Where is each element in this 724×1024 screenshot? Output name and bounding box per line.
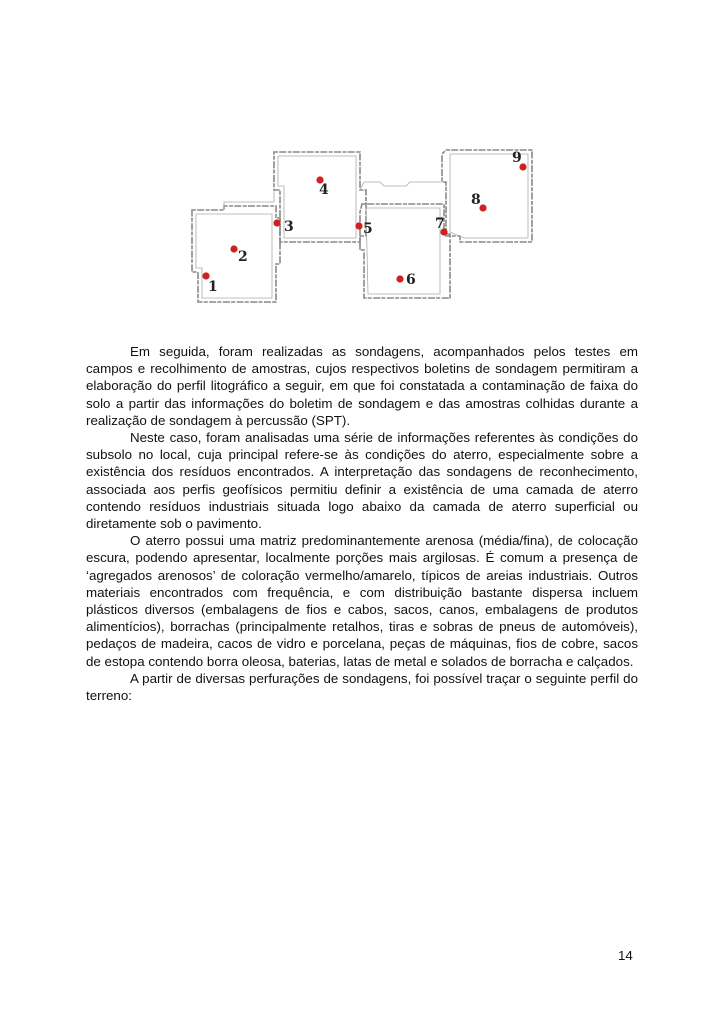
sampling-point-2-label: 2 [238, 249, 248, 265]
sampling-point-8-label: 8 [471, 192, 481, 208]
paragraph: O aterro possui uma matriz predominantemente arenosa (média/fina), de colocação escura, podendo apresentar, localmente porções mais argilosas. É comum a presença de ‘agregados arenosos’ de coloração vermelho/amarelo, típicos de areias industriais. Outros materiais encontrados com frequência, e com distribuição bastante dispersa incluem plásticos diversos (embalagens de fios e cabos, sacos, canos, embalagens de produtos alimentícios), borrachas (principalmente retalhos, tiras e sobras de pneus de automóveis), pedaços de madeira, cacos de vidro e porcelana, peças de máquinas, fios de cobre, sacos de estopa contendo borra oleosa, baterias, latas de metal e solados de borracha e calçados. [86, 533, 638, 669]
sampling-point-4-label: 4 [319, 182, 329, 198]
paragraph: Neste caso, foram analisadas uma série de informações referentes às condições do subsolo no local, cuja principal refere-se às condições do aterro, especialmente sobre a existência dos resíduos encontrados. A interpretação das sondagens de reconhecimento, associada aos perfis geofísicos permitiu definir a existência de uma camada de aterro contendo resíduos industriais situada logo abaixo da camada de aterro superficial ou diretamente sob o pavimento. [86, 430, 638, 532]
sampling-point-7-label: 7 [435, 216, 445, 232]
sampling-point-2-marker [230, 245, 237, 252]
sampling-point-5-label: 5 [363, 221, 373, 237]
sampling-point-6-marker [396, 275, 403, 282]
paragraph: A partir de diversas perfurações de sondagens, foi possível traçar o seguinte perfil do terreno: [86, 670, 638, 704]
site-plan-diagram [184, 142, 544, 312]
body-text [86, 343, 638, 704]
sampling-point-1-label: 1 [208, 279, 218, 295]
paragraph: Em seguida, foram realizadas as sondagens, acompanhados pelos testes em campos e recolhimento de amostras, cujos respectivos boletins de sondagem permitiram a elaboração do perfil litográfico a seguir, em que foi constatada a contaminação de faixa do solo a partir das informações do boletim de sondagem e das amostras colhidas durante a realização de sondagem à percussão (SPT). [86, 344, 638, 428]
sampling-points-figure [184, 142, 544, 312]
sampling-point-5-marker [355, 222, 362, 229]
plan-block-left [192, 206, 280, 302]
page-number: 14 [618, 948, 633, 963]
sampling-point-3-marker [273, 219, 280, 226]
sampling-point-3-label: 3 [284, 219, 294, 235]
sampling-point-9-label: 9 [512, 150, 522, 166]
sampling-point-6-label: 6 [406, 272, 416, 288]
